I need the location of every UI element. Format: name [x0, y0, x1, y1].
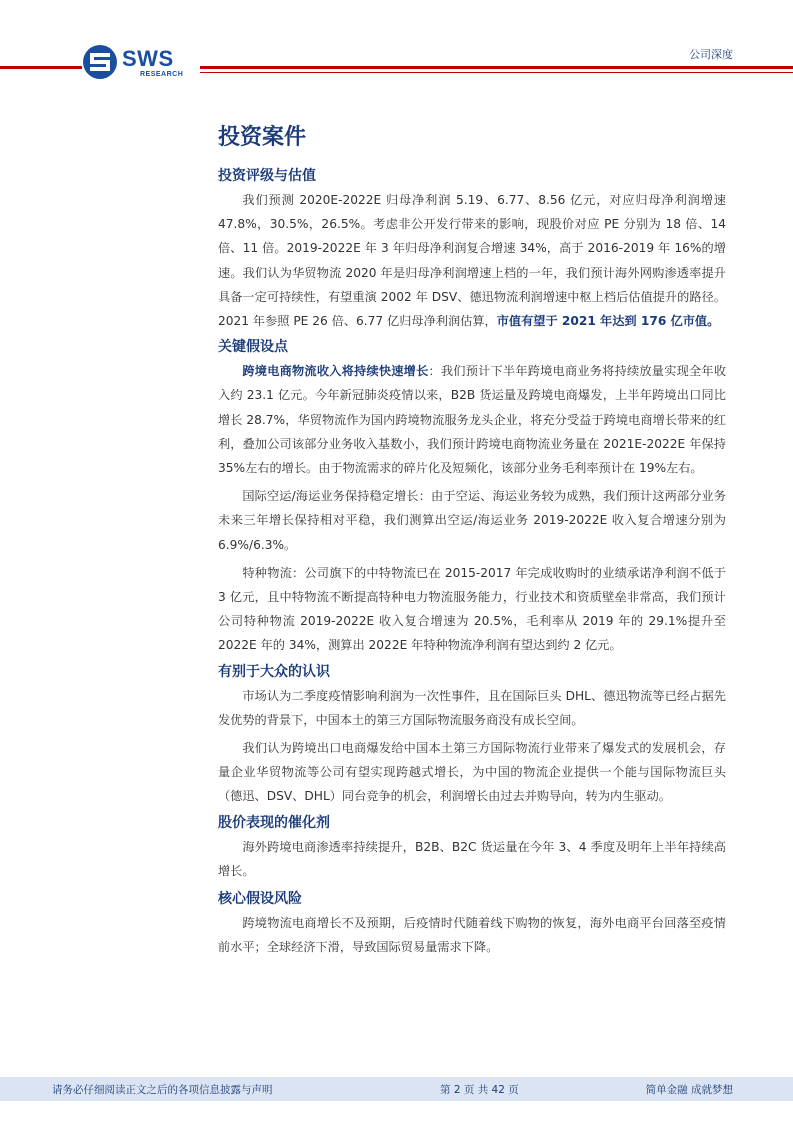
section-heading-valuation: 投资评级与估值 [218, 168, 316, 184]
section-heading-catalysts: 股价表现的催化剂 [218, 814, 330, 831]
paragraph-catalysts: 海外跨境电商渗透率持续提升，B2B、B2C 货运量在今年 3、4 季度及明年上半年持续高增长。 [218, 839, 726, 878]
paragraph-air-sea: 国际空运/海运业务保持稳定增长：由于空运、海运业务较为成熟，我们预计这两部分业务未来三年增长保持相对平稳，我们测算出空运/海运业务 2019-2022E 收入复合增速分别为 6.9%/6.3%。 [218, 489, 726, 552]
paragraph-our-view: 我们认为跨境出口电商爆发给中国本土第三方国际物流行业带来了爆发式的发展机会，存量企业华贸物流等公司有望实现跨越式增长，为中国的物流企业提供一个能与国际物流巨头（德迅、DSV、DHL）同台竞争的机会，利润增长由过去并购导向，转为内生驱动。 [218, 741, 726, 804]
footer-page-number: 第 2 页 共 42 页 [440, 1084, 519, 1096]
logo-subtext: RESEARCH [140, 71, 184, 78]
main-content [218, 120, 726, 959]
header-rule-right-thin [200, 72, 793, 73]
header-rule-left [0, 66, 82, 69]
section-heading-differentiated-view: 有别于大众的认识 [218, 663, 330, 680]
footer-disclaimer: 请务必仔细阅读正文之后的各项信息披露与声明 [52, 1084, 273, 1096]
sws-logo [82, 44, 200, 84]
paragraph-cross-border [218, 359, 726, 480]
section-heading-key-assumptions: 关键假设点 [218, 339, 288, 356]
paragraph-special-logistics: 特种物流：公司旗下的中特物流已在 2015-2017 年完成收购时的业绩承诺净利润不低于 3 亿元，且中特物流不断提高特种电力物流服务能力，行业技术和资质壁垒非常高，我们预计公司特种物流 2019-2022E 收入复合增速为 20.5%，毛利率从 2019 年的 29.1%提升至 2022E 年的 34%，测算出 2022E 年特种物流净利润有望达到约 2 亿元。 [218, 565, 726, 653]
sws-logo-icon [82, 44, 118, 80]
paragraph-risks: 跨境物流电商增长不及预期，后疫情时代随着线下购物的恢复，海外电商平台回落至疫情前水平；全球经济下滑，导致国际贸易量需求下降。 [218, 916, 726, 955]
paragraph-text: 我们预测 2020E-2022E 归母净利润 5.19、6.77、8.56 亿元，对应归母净利润增速 47.8%，30.5%，26.5%。考虑非公开发行带来的影响，现股价对应 PE 分别为 18 倍、14 倍、11 倍。2019-2022E 年 3 年归母净利润复合增速 34%，高于 2016-2019 年 16%的增速。我们认为华贸物流 2020 年是归母净利润增速上档的一年，我们预计海外网购渗透率提升具备一定可持续性，有望重演 2002 年 DSV、德迅物流利润增速中枢上档后估值提升的路径。2021 年参照 PE 26 倍、6.77 亿归母净利润估算， [218, 193, 726, 329]
header-rule-right [200, 66, 793, 69]
paragraph-highlight: 跨境电商物流收入将持续快速增长 [242, 364, 429, 379]
logo-wordmark: SWS [122, 46, 174, 71]
paragraph-market-view: 市场认为二季度疫情影响利润为一次性事件，且在国际巨头 DHL、德迅物流等已经占据先发优势的背景下，中国本土的第三方国际物流服务商没有成长空间。 [218, 688, 726, 727]
paragraph-text: ：我们预计下半年跨境电商业务将持续放量实现全年收入约 23.1 亿元。今年新冠肺炎疫情以来，B2B 货运量及跨境电商爆发，上半年跨境出口同比增长 28.7%，华贸物流作为国内跨境物流服务龙头企业，将充分受益于跨境电商增长带来的红利，叠加公司该部分业务收入基数小，我们预计跨境电商物流业务量在 2021E-2022E 年保持 35%左右的增长。由于物流需求的碎片化及短频化，该部分业务毛利率预计在 19%左右。 [218, 364, 727, 476]
footer-slogan: 简单金融 成就梦想 [645, 1084, 733, 1096]
document-type-label: 公司深度 [689, 48, 733, 61]
section-heading-risks: 核心假设风险 [218, 891, 302, 908]
paragraph-highlight: 市值有望于 2021 年达到 176 亿市值。 [496, 314, 720, 329]
paragraph-valuation [218, 188, 726, 333]
page-title: 投资案件 [218, 125, 307, 150]
